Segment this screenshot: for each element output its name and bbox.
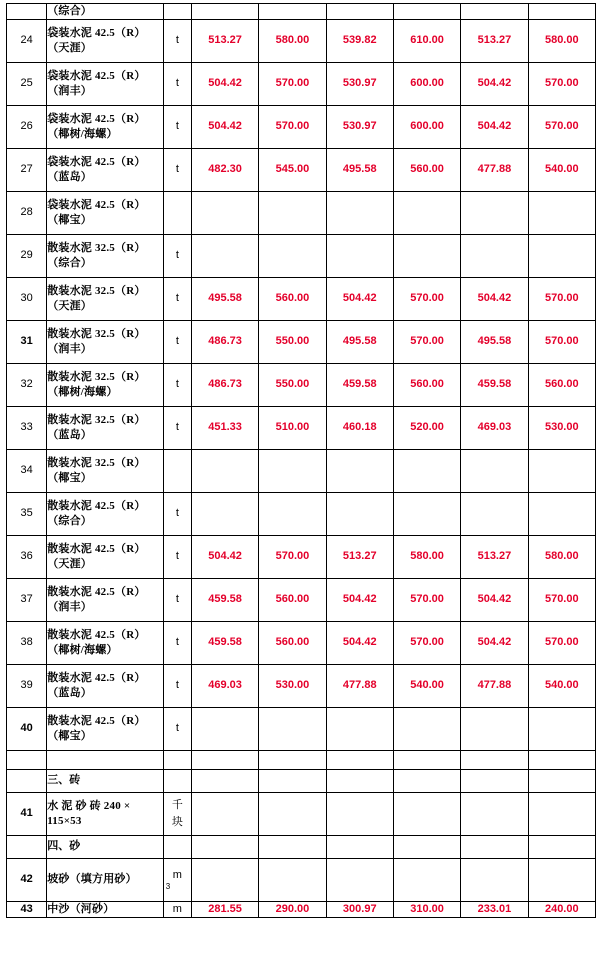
price-cell [393,769,460,792]
price-cell: 530.00 [259,664,326,707]
material-name [47,62,164,105]
price-cell: 310.00 [393,901,460,917]
material-name [47,363,164,406]
unit-cell [163,792,191,835]
price-cell [326,234,393,277]
material-name-line1: 袋装水泥 42.5（R） [47,156,146,168]
material-name-line2: （天涯） [47,41,93,54]
row-index: 33 [7,406,47,449]
price-cell: 510.00 [259,406,326,449]
price-cell: 530.00 [528,406,595,449]
price-cell: 540.00 [393,664,460,707]
row-index: 32 [7,363,47,406]
material-name-line1: 散装水泥 42.5（R） [47,715,146,727]
material-name [47,105,164,148]
price-cell: 300.97 [326,901,393,917]
material-name-line2: （润丰） [47,342,93,355]
material-name-line1: 散装水泥 32.5（R） [47,242,146,254]
material-name-line2: （椰宝） [47,213,93,226]
price-cell [393,449,460,492]
price-cell [461,835,528,858]
material-name-line1: 散装水泥 32.5（R） [47,371,146,383]
price-cell: 570.00 [528,621,595,664]
unit-cell: m [163,901,191,917]
row-index: 42 [7,858,47,901]
price-cell: 580.00 [393,535,460,578]
table-row-blank [7,750,596,769]
price-cell: 469.03 [191,664,258,707]
price-cell: 460.18 [326,406,393,449]
price-cell: 504.42 [326,277,393,320]
table-row [7,406,596,449]
row-index: 25 [7,62,47,105]
material-name-line2: （天涯） [47,557,93,570]
price-cell: 570.00 [259,105,326,148]
price-cell [191,449,258,492]
table-row [7,148,596,191]
price-cell [461,707,528,750]
price-cell: 539.82 [326,19,393,62]
price-cell [528,191,595,234]
price-cell: 495.58 [326,148,393,191]
table-row [7,234,596,277]
price-cell [393,750,460,769]
unit-cell: t [163,320,191,363]
table-row [7,4,596,20]
price-cell [191,191,258,234]
price-cell: 486.73 [191,363,258,406]
unit-cell: t [163,148,191,191]
price-cell: 560.00 [393,148,460,191]
unit-cell: t [163,234,191,277]
price-cell [528,769,595,792]
material-name [47,19,164,62]
price-cell [326,492,393,535]
document-page [0,3,600,964]
price-cell: 580.00 [528,19,595,62]
section-header-sand: 四、砂 [47,835,164,858]
material-name [47,750,164,769]
price-cell: 504.42 [461,578,528,621]
material-name-line1: 袋装水泥 42.5（R） [47,70,146,82]
price-cell: 540.00 [528,148,595,191]
price-cell [191,750,258,769]
unit-cell: t [163,664,191,707]
price-cell [259,750,326,769]
row-index: 38 [7,621,47,664]
row-index: 37 [7,578,47,621]
price-cell [393,792,460,835]
price-cell [259,792,326,835]
price-cell: 610.00 [393,19,460,62]
price-cell [191,835,258,858]
price-cell: 513.27 [461,535,528,578]
price-cell: 504.42 [191,62,258,105]
price-cell [393,4,460,20]
price-cell [259,858,326,901]
material-price-table [6,3,596,918]
material-name-line1: 散装水泥 42.5（R） [47,586,146,598]
row-index: 43 [7,901,47,917]
unit-cell: t [163,277,191,320]
material-name [47,664,164,707]
material-name-line1: 散装水泥 42.5（R） [47,500,146,512]
material-name-line1: 坡砂（填方用砂） [47,873,137,886]
price-cell [259,191,326,234]
price-cell: 504.42 [191,535,258,578]
price-cell: 600.00 [393,62,460,105]
table-row [7,277,596,320]
price-cell [528,858,595,901]
price-cell [191,858,258,901]
price-cell [259,835,326,858]
price-cell: 560.00 [393,363,460,406]
price-cell [326,4,393,20]
price-cell: 233.01 [461,901,528,917]
price-cell: 570.00 [259,535,326,578]
price-cell: 504.42 [461,277,528,320]
price-cell: 560.00 [259,621,326,664]
table-row [7,578,596,621]
row-index: 41 [7,792,47,835]
price-cell [393,707,460,750]
price-cell: 495.58 [461,320,528,363]
price-cell [259,449,326,492]
unit-cell: t [163,406,191,449]
material-name-line1: 水 泥 砂 砖 240 × [47,800,131,812]
price-cell: 486.73 [191,320,258,363]
price-cell [461,858,528,901]
row-index [7,4,47,20]
price-cell [326,191,393,234]
material-name [47,406,164,449]
price-cell [191,4,258,20]
row-index: 40 [7,707,47,750]
unit-cell [163,4,191,20]
material-name [47,621,164,664]
table-row [7,19,596,62]
unit-cell: t [163,363,191,406]
price-cell: 570.00 [528,320,595,363]
price-cell [528,750,595,769]
price-cell [461,769,528,792]
row-index: 26 [7,105,47,148]
material-name-line2: （蓝岛） [47,686,93,699]
material-name-line2: （天涯） [47,299,93,312]
material-name-line2: （综合） [47,514,93,527]
row-index [7,769,47,792]
unit-cell: t [163,105,191,148]
price-cell: 513.27 [191,19,258,62]
material-name-line2: （椰宝） [47,471,93,484]
price-cell: 530.97 [326,105,393,148]
unit-line2: 块 [171,815,183,828]
price-cell: 477.88 [461,148,528,191]
price-cell: 495.58 [191,277,258,320]
price-cell: 570.00 [528,277,595,320]
price-cell: 570.00 [528,62,595,105]
unit-cell [163,769,191,792]
unit-cell [163,858,191,901]
material-name-line1: 中沙（河砂） [47,902,115,915]
unit-cell [163,750,191,769]
price-cell [259,769,326,792]
price-cell: 504.42 [191,105,258,148]
price-cell: 459.58 [461,363,528,406]
price-cell: 560.00 [259,578,326,621]
price-cell: 482.30 [191,148,258,191]
price-cell: 504.42 [326,578,393,621]
row-index: 39 [7,664,47,707]
price-cell [326,769,393,792]
table-row [7,363,596,406]
price-cell [326,835,393,858]
material-name [47,4,164,20]
price-cell: 513.27 [461,19,528,62]
row-index: 35 [7,492,47,535]
price-cell: 600.00 [393,105,460,148]
row-index [7,750,47,769]
unit-cell: t [163,492,191,535]
price-cell [326,707,393,750]
material-name [47,320,164,363]
price-cell: 240.00 [528,901,595,917]
table-row [7,105,596,148]
table-row [7,492,596,535]
material-name [47,792,164,835]
price-cell [528,835,595,858]
material-name [47,578,164,621]
row-index: 31 [7,320,47,363]
price-cell: 504.42 [461,105,528,148]
price-cell: 570.00 [393,621,460,664]
price-cell [528,707,595,750]
material-name-line2: （润丰） [47,600,93,613]
material-name-line1: 散装水泥 42.5（R） [47,629,146,641]
material-name [47,449,164,492]
unit-cell [163,191,191,234]
price-cell: 281.55 [191,901,258,917]
material-name-line1: 散装水泥 42.5（R） [47,543,146,555]
price-cell: 459.58 [326,363,393,406]
table-row-section [7,769,596,792]
price-cell: 459.58 [191,578,258,621]
price-cell [393,492,460,535]
material-name [47,535,164,578]
unit-text: m [172,869,182,882]
row-index: 34 [7,449,47,492]
price-cell: 530.97 [326,62,393,105]
price-cell [528,492,595,535]
price-cell [461,750,528,769]
table-row [7,320,596,363]
table-row [7,191,596,234]
material-name-line2: （椰宝） [47,729,93,742]
row-index: 36 [7,535,47,578]
unit-cell: t [163,621,191,664]
price-cell: 451.33 [191,406,258,449]
price-cell [528,4,595,20]
price-cell: 570.00 [393,578,460,621]
price-cell: 504.42 [326,621,393,664]
price-cell [326,750,393,769]
price-cell: 560.00 [259,277,326,320]
material-name-line1: 散装水泥 32.5（R） [47,457,146,469]
price-cell: 570.00 [528,105,595,148]
material-name-line2: （椰树/海螺） [47,643,118,656]
material-name-line1: 散装水泥 32.5（R） [47,414,146,426]
unit-cell: t [163,19,191,62]
material-name-line2: （润丰） [47,84,93,97]
material-name [47,901,164,917]
material-name [47,148,164,191]
row-index [7,835,47,858]
table-row [7,449,596,492]
section-header-brick: 三、砖 [47,769,164,792]
price-cell [259,707,326,750]
table-row [7,707,596,750]
price-cell: 290.00 [259,901,326,917]
material-name-line1: 散装水泥 42.5（R） [47,672,146,684]
price-cell [461,492,528,535]
price-cell: 540.00 [528,664,595,707]
price-cell [191,769,258,792]
price-cell [259,492,326,535]
price-cell [326,792,393,835]
material-name-line1: 散装水泥 32.5（R） [47,285,146,297]
material-name [47,858,164,901]
price-cell [461,191,528,234]
material-name-line1: 袋装水泥 42.5（R） [47,27,146,39]
price-cell [191,707,258,750]
material-name-line2: （综合） [47,256,93,269]
material-name [47,234,164,277]
price-cell: 495.58 [326,320,393,363]
price-cell [191,792,258,835]
material-name-line2: （椰树/海螺） [47,127,118,140]
price-cell [393,835,460,858]
price-cell [393,191,460,234]
price-cell [528,449,595,492]
table-row [7,62,596,105]
unit-superscript: 3 [165,882,171,892]
price-cell [259,234,326,277]
price-cell: 545.00 [259,148,326,191]
table-row-section [7,835,596,858]
price-cell [461,4,528,20]
price-cell [461,234,528,277]
price-cell [528,792,595,835]
material-name-line2: （蓝岛） [47,170,93,183]
table-row [7,535,596,578]
price-cell: 504.42 [461,621,528,664]
price-cell: 570.00 [528,578,595,621]
price-cell [326,449,393,492]
row-index: 24 [7,19,47,62]
price-cell: 570.00 [393,277,460,320]
price-cell [259,4,326,20]
price-cell: 550.00 [259,363,326,406]
table-row [7,621,596,664]
material-name [47,492,164,535]
table-row [7,901,596,917]
price-cell [393,234,460,277]
price-cell: 504.42 [461,62,528,105]
material-name-line1: 散装水泥 32.5（R） [47,328,146,340]
price-cell: 513.27 [326,535,393,578]
price-cell: 570.00 [393,320,460,363]
price-cell: 520.00 [393,406,460,449]
material-name-line2: （蓝岛） [47,428,93,441]
unit-cell: t [163,62,191,105]
unit-cell [163,449,191,492]
table-row [7,858,596,901]
unit-line1: 千 [171,799,183,812]
price-cell [326,858,393,901]
price-cell: 459.58 [191,621,258,664]
material-name-line2: （椰树/海螺） [47,385,118,398]
row-index: 27 [7,148,47,191]
row-index: 30 [7,277,47,320]
material-name [47,191,164,234]
unit-cell: t [163,707,191,750]
unit-cell: t [163,535,191,578]
price-cell [461,449,528,492]
price-cell: 550.00 [259,320,326,363]
row-index: 29 [7,234,47,277]
row-index: 28 [7,191,47,234]
price-cell: 580.00 [259,19,326,62]
price-cell [528,234,595,277]
material-name-line1: 袋装水泥 42.5（R） [47,199,146,211]
material-name [47,707,164,750]
price-cell [393,858,460,901]
price-cell: 477.88 [461,664,528,707]
table-row [7,664,596,707]
unit-cell: t [163,578,191,621]
table-row [7,792,596,835]
price-cell [191,234,258,277]
price-cell: 469.03 [461,406,528,449]
price-cell: 580.00 [528,535,595,578]
material-name [47,277,164,320]
price-cell: 570.00 [259,62,326,105]
material-name-line2: （综合） [47,5,93,17]
material-name-line1: 袋装水泥 42.5（R） [47,113,146,125]
price-cell [191,492,258,535]
price-cell: 560.00 [528,363,595,406]
material-name-line2: 115×53 [47,814,82,827]
price-cell [461,792,528,835]
unit-cell [163,835,191,858]
price-cell: 477.88 [326,664,393,707]
